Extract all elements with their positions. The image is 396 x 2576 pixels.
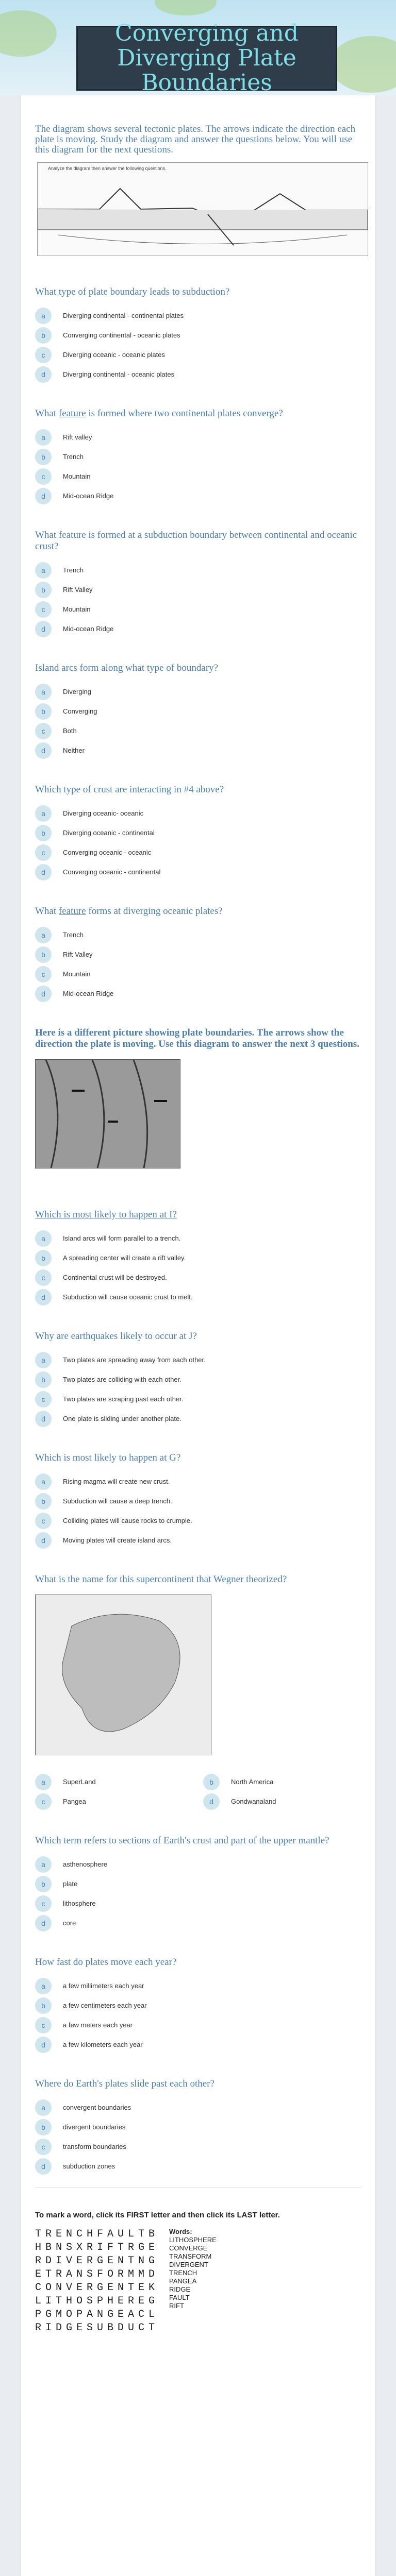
map-decoration [0,10,57,57]
option-letter: c [35,2139,52,2155]
option-label: Mountain [63,970,91,978]
question-text [35,906,361,917]
option-label: lithosphere [63,1900,96,1907]
option-letter: b [35,582,52,598]
option-label: convergent boundaries [63,2104,131,2111]
question-text: Island arcs form along what type of boundary? [35,663,219,673]
answer-option[interactable] [35,1230,361,1247]
word-list-label: Words: [169,2228,192,2235]
plate-boundary-map-image [35,1059,180,1168]
map-decoration [155,0,217,15]
grid-row[interactable]: CONVERGENTEK [35,2282,159,2294]
word-item: RIFT [169,2302,184,2310]
answer-option[interactable] [35,1493,361,1510]
option-letter: c [35,1793,52,1810]
answer-option[interactable] [35,1914,361,1931]
option-label: Converging continental - oceanic plates [63,331,180,339]
question-3 [21,507,375,637]
question-text-part: What [35,408,59,419]
question-8 [21,1308,375,1427]
question-text: Which is most likely to happen at G? [35,1452,181,1463]
option-letter: a [35,684,52,700]
question-6 [21,883,375,1002]
diagram-caption: Analyze the diagram then answer the following questions. [48,166,167,171]
question-text: Where do Earth's plates slide past each other? [35,2078,214,2089]
answer-option[interactable] [35,581,361,598]
option-letter: b [203,1774,220,1790]
answer-option[interactable] [35,2036,361,2053]
option-letter: b [35,946,52,963]
option-letter: d [203,1793,220,1810]
answer-option[interactable] [35,1269,361,1286]
question-text-underlined: feature [58,408,86,419]
option-label: Diverging oceanic - oceanic plates [63,351,165,359]
answer-option[interactable] [35,2016,361,2033]
question-text [35,1209,361,1221]
answer-option[interactable] [35,327,361,344]
option-letter: b [35,1371,52,1388]
option-letter: c [35,1895,52,1912]
answer-option[interactable] [35,2138,361,2155]
word-item: FAULT [169,2294,190,2301]
answer-option[interactable] [35,742,361,759]
options-grid [35,1773,361,1812]
question-text-part: is formed where two continental plates converge? [86,408,283,419]
question-9 [21,1430,375,1549]
option-label: transform boundaries [63,2143,126,2150]
question-text: Why are earthquakes likely to occur at J? [35,1331,197,1342]
option-label: Rift Valley [63,951,93,958]
question-text: What is the name for this supercontinent that Wegner theorized? [35,1574,287,1585]
option-letter: b [35,449,52,465]
option-letter: a [35,308,52,324]
question-text: How fast do plates move each year? [35,1957,177,1968]
option-label: Mountain [63,605,91,613]
option-letter: a [35,1230,52,1247]
grid-row[interactable]: LITHOSPHEREG [35,2295,159,2307]
answer-option[interactable] [35,1249,361,1266]
answer-option[interactable] [35,487,361,504]
question-text: What type of plate boundary leads to subduction? [35,286,230,297]
option-letter: d [35,1532,52,1549]
answer-option[interactable] [35,366,361,383]
option-label: Island arcs will form parallel to a trench. [63,1234,181,1242]
option-label: Diverging continental - continental plates [63,312,184,319]
option-label: Diverging continental - oceanic plates [63,370,175,378]
option-label: Mid-ocean Ridge [63,625,114,633]
option-label: Mountain [63,472,91,480]
option-letter: a [35,562,52,579]
question-text [35,408,361,419]
question-text-underlined: Which is most likely to happen at I? [35,1209,177,1220]
option-letter: d [35,2158,52,2175]
answer-option[interactable] [35,1371,361,1388]
option-label: plate [63,1880,78,1888]
answer-option[interactable] [35,1512,361,1529]
plate-diagram-image [37,162,368,256]
option-letter: c [35,723,52,739]
question-4 [21,640,375,759]
option-letter: a [35,927,52,943]
grid-row[interactable]: HBNSXRIFTRGE [35,2242,159,2253]
answer-option[interactable] [35,683,361,700]
section-2 [21,1005,375,1187]
option-letter: b [35,2119,52,2136]
option-letter: d [35,986,52,1002]
option-label: Trench [63,931,84,939]
pangea-map-image [35,1595,211,1755]
option-label: Rift valley [63,433,92,441]
option-letter: d [35,366,52,383]
option-label: core [63,1919,76,1927]
answer-option[interactable] [35,601,361,618]
option-label: SuperLand [63,1778,96,1786]
option-letter: c [35,966,52,982]
option-letter: d [35,621,52,637]
option-letter: d [35,1289,52,1306]
option-label: Diverging [63,688,91,696]
option-letter: c [35,347,52,363]
option-letter: c [35,844,52,861]
option-letter: a [35,1473,52,1490]
option-label: Two plates are spreading away from each other. [63,1356,206,1364]
answer-option[interactable] [35,985,361,1002]
option-letter: b [35,1250,52,1266]
answer-option[interactable] [35,926,361,943]
answer-option[interactable] [35,2119,361,2136]
answer-option[interactable] [35,1351,361,1368]
answer-option[interactable] [35,562,361,579]
option-letter: a [35,1352,52,1368]
intro-text: The diagram shows several tectonic plates. The arrows indicate the direction each plate is moving. Study the diagram and answer the questions below. You will use this diagram for the next questions. [35,124,356,155]
answer-option[interactable] [35,2099,361,2116]
question-text-underlined: feature [58,906,86,917]
question-12 [21,1934,375,2053]
option-letter: b [35,1997,52,2014]
answer-option[interactable] [35,1895,361,1912]
map-decoration [330,36,396,93]
answer-option[interactable] [35,1473,361,1490]
option-letter: b [35,1493,52,1510]
option-letter: d [35,1915,52,1931]
answer-option[interactable] [35,307,361,324]
answer-option[interactable] [35,1793,193,1810]
option-label: Trench [63,453,84,461]
question-text-part: forms at diverging oceanic plates? [86,906,223,917]
question-7 [21,1187,375,1306]
option-letter: d [35,864,52,880]
option-letter: c [35,1391,52,1408]
option-label: Neither [63,747,85,754]
answer-option[interactable] [35,722,361,739]
option-letter: d [35,1411,52,1427]
answer-option[interactable] [35,346,361,363]
option-letter: c [35,1513,52,1529]
answer-option[interactable] [35,863,361,880]
word-item: LITHOSPHERE [169,2236,217,2244]
option-label: Mid-ocean Ridge [63,990,114,997]
option-label: divergent boundaries [63,2123,126,2131]
answer-option[interactable] [35,1289,361,1306]
option-label: Two plates are colliding with each other. [63,1376,182,1383]
answer-option[interactable] [35,1977,361,1994]
option-label: Both [63,727,77,735]
grid-row[interactable]: PGMOPANGEACL [35,2309,159,2320]
word-item: TRANSFORM [169,2252,212,2260]
grid-row[interactable]: RIDGESUBDUCT [35,2322,159,2334]
grid-row[interactable]: RDIVERGENTNG [35,2255,159,2267]
answer-option[interactable] [35,844,361,861]
answer-option[interactable] [35,1391,361,1408]
question-13 [21,2056,375,2175]
word-search-grid[interactable] [35,2228,159,2335]
option-label: Gondwanaland [231,1798,276,1805]
answer-option[interactable] [35,824,361,841]
option-label: a few millimeters each year [63,1982,144,1990]
option-label: Subduction will cause a deep trench. [63,1497,172,1505]
answer-option[interactable] [203,1773,361,1790]
option-letter: b [35,327,52,344]
answer-option[interactable] [203,1793,361,1810]
option-letter: c [35,601,52,618]
option-letter: a [35,1978,52,1994]
answer-option[interactable] [35,448,361,465]
answer-option[interactable] [35,1997,361,2014]
option-label: Converging [63,707,97,715]
option-letter: c [35,2017,52,2033]
option-label: Moving plates will create island arcs. [63,1536,172,1544]
option-label: subduction zones [63,2162,116,2170]
option-label: a few centimeters each year [63,2002,147,2009]
intro-section [21,95,375,264]
answer-option[interactable] [35,1875,361,1892]
option-label: asthenosphere [63,1860,108,1868]
answer-option[interactable] [35,703,361,720]
word-item: TRENCH [169,2269,197,2277]
page-header [0,0,396,95]
word-item: CONVERGE [169,2244,208,2252]
worksheet [21,95,375,2576]
answer-option[interactable] [35,946,361,963]
question-text: Which type of crust are interacting in #4 above? [35,784,224,795]
page-title: Converging and Diverging Plate Boundaries [115,20,299,95]
option-letter: d [35,742,52,759]
option-label: a few kilometers each year [63,2041,143,2048]
answer-option[interactable] [35,1410,361,1427]
grid-row[interactable]: TRENCHFAULTB [35,2228,159,2240]
question-1 [21,264,375,383]
answer-option[interactable] [35,2158,361,2175]
title-box [76,20,337,95]
option-label: a few meters each year [63,2021,133,2029]
option-letter: a [35,429,52,446]
answer-option[interactable] [35,1532,361,1549]
option-letter: c [35,1269,52,1286]
option-label: Subduction will cause oceanic crust to melt. [63,1293,193,1301]
answer-option[interactable] [35,965,361,982]
option-label: Diverging oceanic - continental [63,829,155,837]
word-item: PANGEA [169,2277,197,2285]
answer-option[interactable] [35,1773,193,1790]
option-label: North America [231,1778,274,1786]
grid-row[interactable]: ETRANSFORMMD [35,2268,159,2280]
answer-option[interactable] [35,468,361,485]
option-letter: a [35,1774,52,1790]
option-letter: a [35,1856,52,1873]
option-letter: b [35,825,52,841]
option-label: A spreading center will create a rift valley. [63,1254,186,1262]
section-2-heading: Here is a different picture showing plate boundaries. The arrows show the direction the plate is moving. Use this diagram to answer the next 3 questions. [35,1027,359,1049]
option-label: Rising magma will create new crust. [63,1478,170,1485]
option-letter: d [35,2037,52,2053]
option-label: Converging oceanic - oceanic [63,849,152,856]
option-label: Mid-ocean Ridge [63,492,114,500]
word-search-body [35,2228,361,2335]
question-11 [21,1812,375,1931]
word-item: RIDGE [169,2285,191,2293]
option-label: Continental crust will be destroyed. [63,1274,167,1281]
option-label: Colliding plates will cause rocks to crumple. [63,1517,192,1524]
option-label: Pangea [63,1798,86,1805]
question-10 [21,1551,375,1812]
option-label: Trench [63,566,84,574]
option-label: One plate is sliding under another plate. [63,1415,182,1422]
option-letter: b [35,703,52,720]
answer-option[interactable] [35,1856,361,1873]
word-search-instructions: To mark a word, click its FIRST letter and then click its LAST letter. [35,2211,280,2219]
option-label: Diverging oceanic- oceanic [63,809,144,817]
word-list [169,2228,217,2335]
option-letter: c [35,468,52,485]
word-item: DIVERGENT [169,2261,208,2268]
option-letter: a [35,805,52,822]
option-label: Two plates are scraping past each other. [63,1395,184,1403]
word-search [21,2188,375,2355]
question-2 [21,385,375,504]
option-letter: a [35,2099,52,2116]
answer-option[interactable] [35,805,361,822]
answer-option[interactable] [35,620,361,637]
option-letter: d [35,488,52,504]
question-text: Which term refers to sections of Earth's crust and part of the upper mantle? [35,1835,329,1846]
question-text: What feature is formed at a subduction boundary between continental and oceanic crust? [35,530,357,552]
option-label: Converging oceanic - continental [63,868,161,876]
option-label: Rift Valley [63,586,93,594]
question-text-part: What [35,906,59,917]
question-5 [21,761,375,880]
answer-option[interactable] [35,429,361,446]
option-letter: b [35,1876,52,1892]
